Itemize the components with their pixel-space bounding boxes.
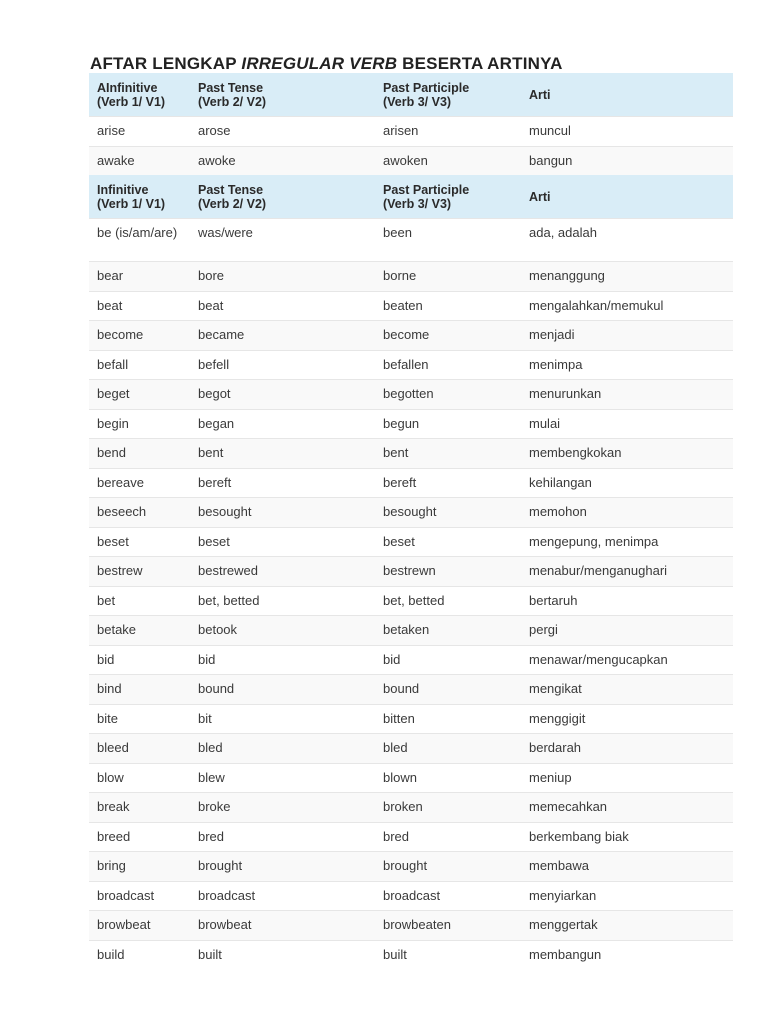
table-row [89, 822, 733, 852]
arti-cell: menanggung [521, 262, 733, 292]
past-participle-cell: bound [375, 675, 521, 705]
arti-cell: meniup [521, 763, 733, 793]
header-infinitive [89, 73, 190, 117]
infinitive-cell: beat [89, 291, 190, 321]
past-participle-cell: awoken [375, 146, 521, 175]
past-tense-cell: bid [190, 645, 375, 675]
past-participle-cell: built [375, 940, 521, 969]
past-tense-cell: begot [190, 380, 375, 410]
arti-cell: berkembang biak [521, 822, 733, 852]
arti-cell: menimpa [521, 350, 733, 380]
past-participle-cell: borne [375, 262, 521, 292]
header-arti [521, 175, 733, 219]
past-tense-cell: bent [190, 439, 375, 469]
infinitive-cell: be (is/am/are) [89, 219, 190, 262]
header-infinitive [89, 175, 190, 219]
arti-cell: menggertak [521, 911, 733, 941]
table-row [89, 734, 733, 764]
past-tense-cell: bound [190, 675, 375, 705]
past-tense-cell: awoke [190, 146, 375, 175]
table-row [89, 852, 733, 882]
arti-cell: membangun [521, 940, 733, 969]
past-tense-cell: blew [190, 763, 375, 793]
infinitive-cell: bend [89, 439, 190, 469]
past-participle-cell: bled [375, 734, 521, 764]
past-participle-cell: bet, betted [375, 586, 521, 616]
past-tense-cell: browbeat [190, 911, 375, 941]
header-sublabel: (Verb 3/ V3) [383, 196, 452, 211]
past-participle-cell: bred [375, 822, 521, 852]
arti-cell: menurunkan [521, 380, 733, 410]
table-row [89, 321, 733, 351]
header-sublabel: (Verb 2/ V2) [198, 94, 267, 109]
arti-cell: ada, adalah [521, 219, 733, 262]
infinitive-cell: break [89, 793, 190, 823]
past-tense-cell: bestrewed [190, 557, 375, 587]
infinitive-cell: bring [89, 852, 190, 882]
past-tense-cell: became [190, 321, 375, 351]
table-row [89, 645, 733, 675]
infinitive-cell: bear [89, 262, 190, 292]
table-row [89, 763, 733, 793]
table-row [89, 117, 733, 147]
header-sublabel: (Verb 1/ V1) [97, 94, 166, 109]
header-label: Infinitive [97, 182, 149, 197]
arti-cell: mengalahkan/memukul [521, 291, 733, 321]
arti-cell: menawar/mengucapkan [521, 645, 733, 675]
past-participle-cell: beset [375, 527, 521, 557]
past-participle-cell: begun [375, 409, 521, 439]
arti-cell: membawa [521, 852, 733, 882]
table-row [89, 291, 733, 321]
table-header-row [89, 73, 733, 117]
table-row [89, 557, 733, 587]
past-tense-cell: broke [190, 793, 375, 823]
table-row [89, 881, 733, 911]
table-row [89, 911, 733, 941]
table-header-row [89, 175, 733, 219]
arti-cell: memecahkan [521, 793, 733, 823]
table-row [89, 409, 733, 439]
table-row [89, 586, 733, 616]
infinitive-cell: bind [89, 675, 190, 705]
arti-cell: mengepung, menimpa [521, 527, 733, 557]
header-past-tense [190, 175, 375, 219]
past-tense-cell: bit [190, 704, 375, 734]
table-row [89, 498, 733, 528]
title-prefix: AFTAR LENGKAP [90, 54, 242, 73]
infinitive-cell: begin [89, 409, 190, 439]
table-row [89, 146, 733, 175]
infinitive-cell: blow [89, 763, 190, 793]
past-participle-cell: bereft [375, 468, 521, 498]
infinitive-cell: become [89, 321, 190, 351]
past-participle-cell: arisen [375, 117, 521, 147]
past-tense-cell: beat [190, 291, 375, 321]
past-tense-cell: bled [190, 734, 375, 764]
arti-cell: mengikat [521, 675, 733, 705]
past-participle-cell: broken [375, 793, 521, 823]
arti-cell: berdarah [521, 734, 733, 764]
table-row [89, 380, 733, 410]
table-row [89, 616, 733, 646]
infinitive-cell: browbeat [89, 911, 190, 941]
header-label: AInfinitive [97, 80, 158, 95]
past-tense-cell: bet, betted [190, 586, 375, 616]
title-emphasis: IRREGULAR VERB [241, 54, 398, 73]
header-past-participle [375, 73, 521, 117]
arti-cell: bangun [521, 146, 733, 175]
infinitive-cell: beget [89, 380, 190, 410]
past-tense-cell: brought [190, 852, 375, 882]
arti-cell: menjadi [521, 321, 733, 351]
past-tense-cell: built [190, 940, 375, 969]
past-participle-cell: brought [375, 852, 521, 882]
past-participle-cell: betaken [375, 616, 521, 646]
arti-cell: membengkokan [521, 439, 733, 469]
infinitive-cell: breed [89, 822, 190, 852]
arti-cell: menabur/menganughari [521, 557, 733, 587]
table-row [89, 527, 733, 557]
table-row [89, 439, 733, 469]
arti-cell: mulai [521, 409, 733, 439]
past-participle-cell: been [375, 219, 521, 262]
arti-cell: memohon [521, 498, 733, 528]
irregular-verb-table [89, 73, 733, 969]
past-tense-cell: betook [190, 616, 375, 646]
past-participle-cell: beaten [375, 291, 521, 321]
header-label: Past Tense [198, 182, 264, 197]
arti-cell: menggigit [521, 704, 733, 734]
past-participle-cell: browbeaten [375, 911, 521, 941]
past-tense-cell: bred [190, 822, 375, 852]
infinitive-cell: broadcast [89, 881, 190, 911]
header-sublabel: (Verb 2/ V2) [198, 196, 267, 211]
table-row [89, 262, 733, 292]
past-participle-cell: besought [375, 498, 521, 528]
infinitive-cell: beseech [89, 498, 190, 528]
infinitive-cell: betake [89, 616, 190, 646]
table-row [89, 468, 733, 498]
table-row [89, 704, 733, 734]
infinitive-cell: bereave [89, 468, 190, 498]
header-sublabel: (Verb 1/ V1) [97, 196, 166, 211]
past-participle-cell: begotten [375, 380, 521, 410]
past-tense-cell: was/were [190, 219, 375, 262]
infinitive-cell: bleed [89, 734, 190, 764]
title-suffix: BESERTA ARTINYA [397, 54, 563, 73]
past-participle-cell: bestrewn [375, 557, 521, 587]
header-label: Arti [529, 87, 551, 102]
past-participle-cell: bid [375, 645, 521, 675]
arti-cell: menyiarkan [521, 881, 733, 911]
past-tense-cell: began [190, 409, 375, 439]
past-participle-cell: become [375, 321, 521, 351]
infinitive-cell: befall [89, 350, 190, 380]
header-label: Arti [529, 189, 551, 204]
header-arti [521, 73, 733, 117]
past-tense-cell: bereft [190, 468, 375, 498]
infinitive-cell: bid [89, 645, 190, 675]
infinitive-cell: beset [89, 527, 190, 557]
table-body [89, 73, 733, 969]
table-row [89, 793, 733, 823]
past-participle-cell: bitten [375, 704, 521, 734]
arti-cell: kehilangan [521, 468, 733, 498]
infinitive-cell: arise [89, 117, 190, 147]
past-tense-cell: beset [190, 527, 375, 557]
infinitive-cell: bet [89, 586, 190, 616]
header-past-participle [375, 175, 521, 219]
past-tense-cell: bore [190, 262, 375, 292]
past-tense-cell: arose [190, 117, 375, 147]
infinitive-cell: build [89, 940, 190, 969]
header-label: Past Participle [383, 182, 470, 197]
past-tense-cell: besought [190, 498, 375, 528]
arti-cell: muncul [521, 117, 733, 147]
past-participle-cell: blown [375, 763, 521, 793]
past-tense-cell: broadcast [190, 881, 375, 911]
infinitive-cell: bestrew [89, 557, 190, 587]
infinitive-cell: awake [89, 146, 190, 175]
header-label: Past Participle [383, 80, 470, 95]
infinitive-cell: bite [89, 704, 190, 734]
past-participle-cell: broadcast [375, 881, 521, 911]
past-participle-cell: befallen [375, 350, 521, 380]
header-sublabel: (Verb 3/ V3) [383, 94, 452, 109]
past-participle-cell: bent [375, 439, 521, 469]
header-past-tense [190, 73, 375, 117]
past-tense-cell: befell [190, 350, 375, 380]
header-label: Past Tense [198, 80, 264, 95]
table-row [89, 940, 733, 969]
arti-cell: pergi [521, 616, 733, 646]
table-row [89, 675, 733, 705]
page-title [90, 54, 563, 74]
arti-cell: bertaruh [521, 586, 733, 616]
table-row [89, 219, 733, 262]
table-row [89, 350, 733, 380]
